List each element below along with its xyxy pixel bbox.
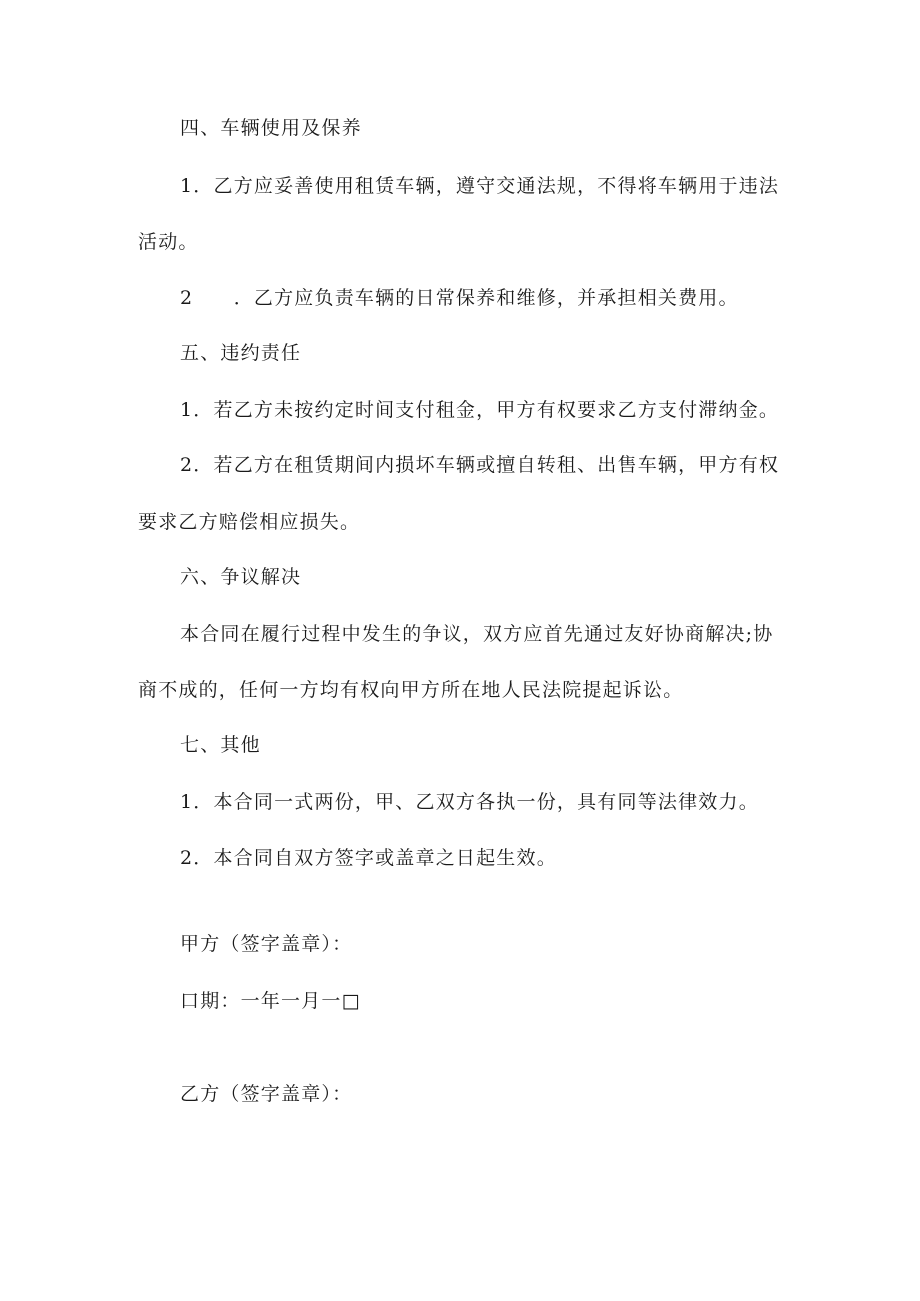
section-7-item-1: 1．本合同一式两份，甲、乙双方各执一份，具有同等法律效力。 (180, 791, 759, 813)
section-5-heading: 五、违约责任 (180, 342, 302, 364)
section-4-heading: 四、车辆使用及保养 (180, 117, 362, 139)
signature-date-label: 口期：一年一月一□ (180, 990, 361, 1012)
section-4-item-1-line-2: 活动。 (138, 231, 199, 253)
section-4-item-2: 2 ．乙方应负责车辆的日常保养和维修，并承担相关费用。 (180, 287, 739, 309)
section-5-item-1: 1．若乙方未按约定时间支付租金，甲方有权要求乙方支付滞纳金。 (180, 399, 780, 421)
section-5-item-2-line-2: 要求乙方赔偿相应损失。 (138, 511, 361, 533)
section-4-item-1-line-1: 1．乙方应妥善使用租赁车辆，遵守交通法规，不得将车辆用于违法 (180, 175, 780, 197)
section-6-heading: 六、争议解决 (180, 566, 302, 588)
section-6-body-line-2: 商不成的，任何一方均有权向甲方所在地人民法院提起诉讼。 (138, 679, 684, 701)
section-5-item-2-line-1: 2．若乙方在租赁期间内损坏车辆或擅自转租、出售车辆，甲方有权 (180, 454, 780, 476)
section-6-body-line-1: 本合同在履行过程中发生的争议，双方应首先通过友好协商解决;协 (180, 623, 774, 645)
party-a-signature-label: 甲方（签字盖章）： (180, 933, 353, 955)
section-7-item-2: 2．本合同自双方签字或盖章之日起生效。 (180, 847, 557, 869)
section-7-heading: 七、其他 (180, 734, 261, 756)
party-b-signature-label: 乙方（签字盖章）： (180, 1083, 353, 1105)
